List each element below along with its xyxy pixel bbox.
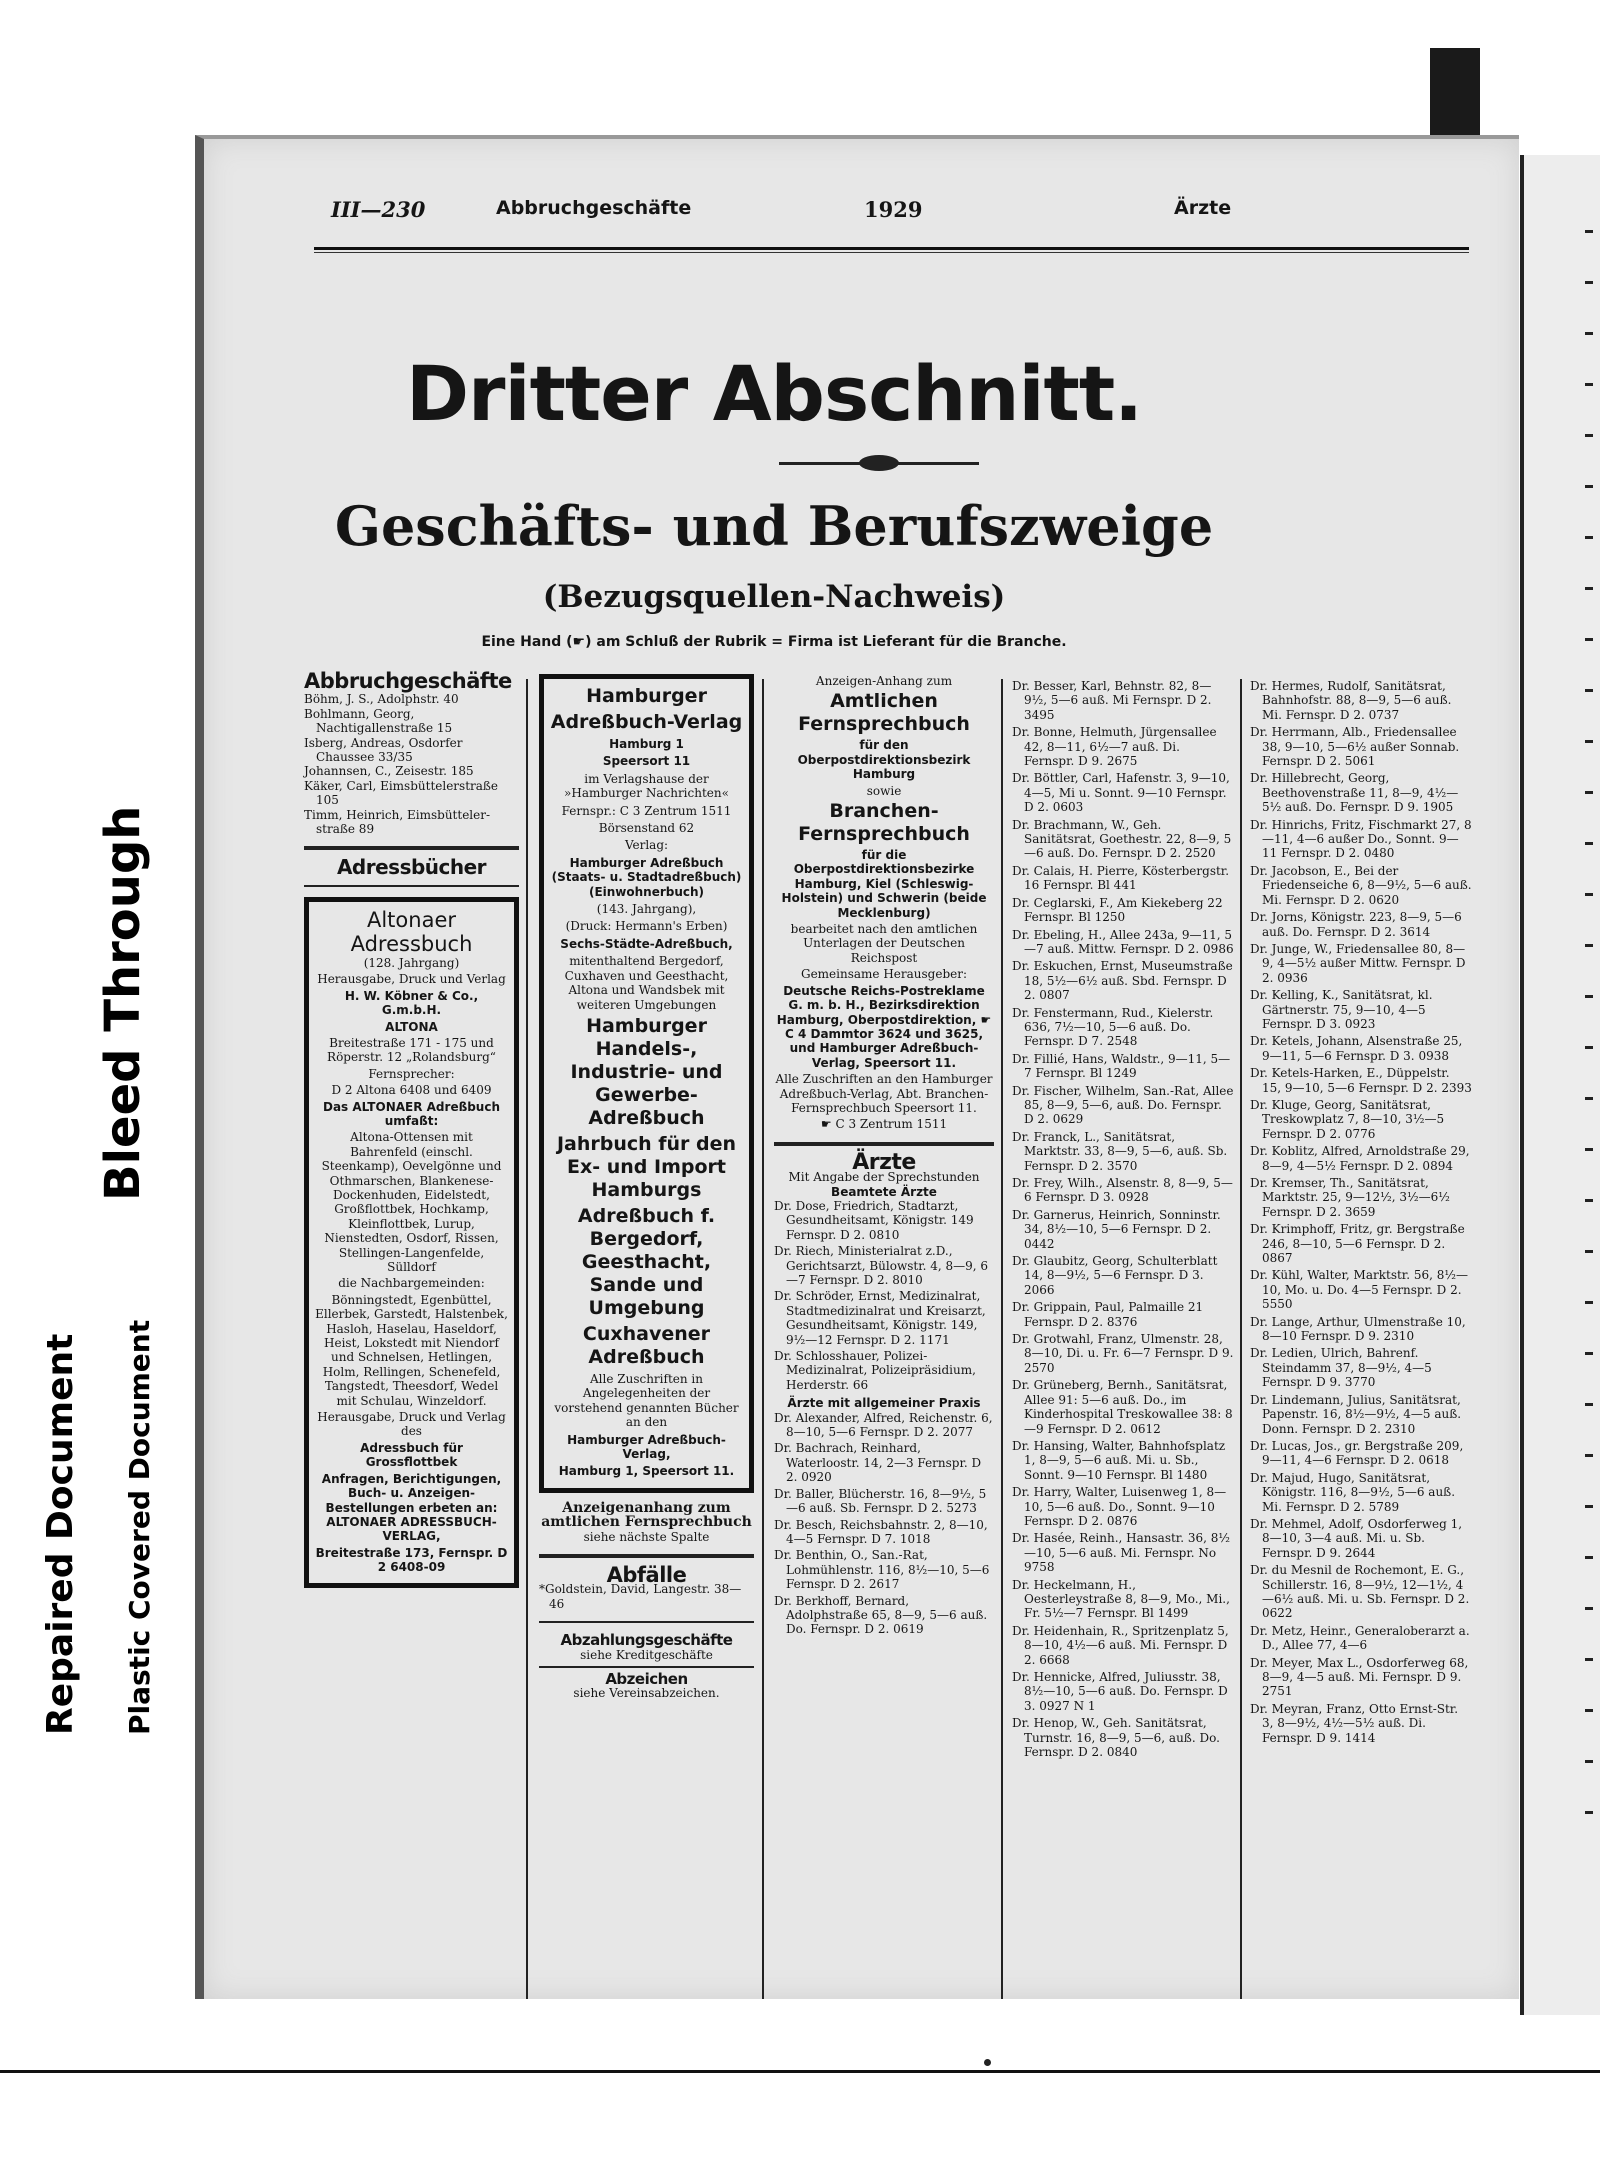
arzt-entry: Dr. Schröder, Ernst, Medizinalrat, Stadtmedizinalrat und Kreisarzt, Gesundheitsamt, Königstr. 149, 9½—12 Fernspr. D 2. 1171 <box>774 1289 986 1347</box>
header-left-title: Abbruchgeschäfte <box>496 197 692 219</box>
hamburger-ad-line: Hamburger Adreßbuch (Staats- u. Stadtadreßbuch) (Einwohnerbuch) <box>551 855 742 899</box>
column-rule <box>526 679 528 1999</box>
altonaer-ad-title: Altonaer Adressbuch <box>350 907 473 956</box>
column-rule <box>1001 679 1003 1999</box>
arzt-entry: Dr. Eskuchen, Ernst, Museumstraße 18, 5½—6½ auß. Sbd. Fernspr. D 2. 0807 <box>1012 959 1233 1003</box>
abbruch-entry: Timm, Heinrich, Eimsbüttelerstraße 89 <box>304 807 491 837</box>
column-rule <box>1240 679 1242 1999</box>
divider <box>539 1621 754 1623</box>
arzt-entry: Dr. Kremser, Th., Sanitätsrat, Marktstr. 25, 9—12½, 3½—6½ Fernspr. D 2. 3659 <box>1250 1176 1450 1219</box>
hamburger-ad-line: Hamburger Adreßbuch-Verlag, <box>567 1432 726 1461</box>
hamburger-ad-line: Verlag: <box>624 838 669 853</box>
fernsprechbuch-line: Anzeigen-Anhang zum <box>815 674 953 688</box>
altonaer-ad-line: Fernsprecher: <box>368 1066 455 1081</box>
altonaer-ad-line: Breitestraße 171 - 175 und Röperstr. 12 „Rolandsburg“ <box>327 1035 496 1065</box>
hamburger-ad-line: Speersort 11 <box>602 754 691 769</box>
abzahlung-heading: Abzahlungsgeschäfte <box>560 1631 733 1650</box>
hamburger-ad-line: Hamburger Handels-, Industrie- und Gewerbe-Adreßbuch <box>570 1014 723 1129</box>
abbruch-list <box>304 692 519 836</box>
arzt-entry: Dr. Jacobson, E., Bei der Friedenseiche 6, 8—9½, 5—6 auß. Mi. Fernspr. D 2. 0620 <box>1250 863 1472 907</box>
beamtete-list <box>774 1199 994 1392</box>
fernsprechbuch-line: ☛ C 3 Zentrum 1511 <box>820 1117 948 1132</box>
arzt-entry: Dr. Baller, Blücherstr. 16, 8—9½, 5—6 auß. Sb. Fernspr. D 2. 5273 <box>774 1486 987 1516</box>
label-repaired-document: Repaired Document <box>40 1333 81 1735</box>
fernsprechbuch-line: für die Oberpostdirektionsbezirke Hamburg, Kiel (Schleswig-Holstein) und Schwerin (beide Mecklenburg) <box>781 848 987 920</box>
altonaer-ad-line: Altona-Ottensen mit Bahrenfeld (einschl. Steenkamp), Oevelgönne und Othmarschen, Blankenese-Dockenhuden, Eidelstedt, Großflottbek, Hochkamp, Kleinflottbek, Lurup, Nienstedten, Osdorf, Rissen, Stellingen-Langenfelde, Sülldorf <box>321 1130 502 1274</box>
arzt-entry: Dr. Schlosshauer, Polizei-Medizinalrat, Polizeipräsidium, Herderstr. 66 <box>774 1349 976 1392</box>
arzt-entry: Dr. Kelling, K., Sanitätsrat, kl. Gärtnerstr. 75, 9—10, 4—5 Fernspr. D 3. 0923 <box>1250 988 1433 1031</box>
arzt-entry: Dr. Hennicke, Alfred, Juliusstr. 38, 8½—10, 5—6 auß. Do. Fernspr. D 3. 0927 N 1 <box>1012 1670 1228 1713</box>
hamburger-ad-line: Jahrbuch für den Ex- und Import Hamburgs <box>556 1132 737 1201</box>
abbruch-entry: Bohlmann, Georg, Nachtigallenstraße 15 <box>304 706 453 736</box>
arzt-entry: Dr. Lindemann, Julius, Sanitätsrat, Papenstr. 16, 8½—9½, 4—5 auß. Donn. Fernspr. D 2. 2310 <box>1250 1392 1462 1436</box>
arzt-entry: Dr. Fischer, Wilhelm, San.-Rat, Allee 85, 8—9, 5—6, auß. Do. Fernspr. D 2. 0629 <box>1012 1083 1234 1127</box>
altonaer-ad-line: ALTONA <box>385 1019 438 1034</box>
hamburger-ad-line: im Verlagshause der »Hamburger Nachrichten« <box>564 771 729 801</box>
hamburger-ad-line: Hamburg 1, Speersort 11. <box>558 1464 735 1479</box>
arzt-entry: Dr. Fenstermann, Rud., Kielerstr. 636, 7½—10, 5—6 auß. Do. Fernspr. D 7. 2548 <box>1012 1005 1214 1049</box>
hamburger-ad-line: Hamburg 1 <box>609 737 684 751</box>
arzt-entry: Dr. Grotwahl, Franz, Ulmenstr. 28, 8—10, Di. u. Fr. 6—7 Fernspr. D 9. 2570 <box>1012 1332 1234 1375</box>
scan-dark-strip <box>1430 48 1480 148</box>
divider <box>539 1554 754 1558</box>
arzt-entry: Dr. Lange, Arthur, Ulmenstraße 10, 8—10 Fernspr. D 9. 2310 <box>1250 1314 1466 1344</box>
arzt-entry: Dr. Grüneberg, Bernh., Sanitätsrat, Allee 91: 5—6 auß. Do., im Kinderhospital Treskowallee 38: 8—9 Fernspr. D 2. 0612 <box>1012 1378 1233 1436</box>
altonaer-ad-line: Herausgabe, Druck und Verlag <box>317 972 506 987</box>
ink-dot <box>984 2059 991 2066</box>
arzt-entry: Dr. Koblitz, Alfred, Arnoldstraße 29, 8—9, 4—5½ Fernspr. D 2. 0894 <box>1250 1144 1470 1173</box>
arzt-entry: Dr. Dose, Friedrich, Stadtarzt, Gesundheitsamt, Königstr. 149 Fernspr. D 2. 0810 <box>774 1198 974 1242</box>
arzt-entry: Dr. Ketels-Harken, E., Düppelstr. 15, 9—10, 5—6 Fernspr. D 2. 2393 <box>1250 1066 1472 1095</box>
arzt-entry: Dr. Brachmann, W., Geh. Sanitätsrat, Goethestr. 22, 8—9, 5—6 auß. Do. Fernspr. D 2. 2520 <box>1012 817 1232 861</box>
anzeigenanhang-heading: Anzeigenanhang zum amtlichen Fernsprechbuch <box>541 1499 752 1531</box>
fernsprechbuch-line: Branchen-Fernsprechbuch <box>798 800 970 846</box>
altonaer-ad-line: D 2 Altona 6408 und 6409 <box>331 1083 492 1098</box>
header-page-number: III—230 <box>331 197 426 222</box>
abzeichen-note: siehe Vereinsabzeichen. <box>573 1686 720 1701</box>
arzt-entry: Dr. Böttler, Carl, Hafenstr. 3, 9—10, 4—5, Mi u. Sonnt. 9—10 Fernspr. D 2. 0603 <box>1012 771 1230 815</box>
allgemein-heading: Ärzte mit allgemeiner Praxis <box>787 1396 981 1411</box>
arzt-entry: Dr. Jorns, Königstr. 223, 8—9, 5—6 auß. Do. Fernspr. D 2. 3614 <box>1250 910 1462 939</box>
column-3 <box>774 674 994 1639</box>
divider <box>539 1666 754 1668</box>
aerzte-list-col4 <box>1012 679 1234 1759</box>
arzt-entry: Dr. Benthin, O., San.-Rat, Lohmühlenstr. 116, 8½—10, 5—6 Fernspr. D 2. 2617 <box>774 1548 990 1592</box>
abfaelle-heading: Abfälle <box>606 1562 687 1587</box>
abzeichen-heading: Abzeichen <box>605 1670 688 1688</box>
arzt-entry: Dr. Herrmann, Alb., Friedensallee 38, 9—10, 5—6½ außer Sonnab. Fernspr. D 2. 5061 <box>1250 725 1460 769</box>
arzt-entry: Dr. Alexander, Alfred, Reichenstr. 6, 8—10, 5—6 Fernspr. D 2. 2077 <box>774 1410 993 1440</box>
arzt-entry: Dr. Fillié, Hans, Waldstr., 9—11, 5—7 Fernspr. Bl 1249 <box>1012 1051 1231 1081</box>
arzt-entry: Dr. Mehmel, Adolf, Osdorferweg 1, 8—10, 3—4 auß. Mi. u. Sb. Fernspr. D 9. 2644 <box>1250 1516 1463 1560</box>
altonaer-ad-line: Herausgabe, Druck und Verlag des <box>317 1410 506 1439</box>
aerzte-heading: Ärzte <box>852 1149 916 1175</box>
divider <box>774 1142 994 1146</box>
arzt-entry: Dr. Grippain, Paul, Palmaille 21 Fernspr. D 2. 8376 <box>1012 1300 1204 1329</box>
abbruch-entry: Johannsen, C., Zeisestr. 185 <box>304 764 474 779</box>
hamburger-ad-body <box>550 685 743 1479</box>
altonaer-ad-line: Bönningstedt, Egenbüttel, Ellerbek, Garstedt, Halstenbek, Hasloh, Haselau, Haseldorf, Heist, Lokstedt mit Niendorf und Schnelsen, Hetlingen, Holm, Rellingen, Schenefeld, Tangstedt, Theesdorf, Wedel mit Schulau, Winzeldorf. <box>315 1292 508 1408</box>
abbruch-entry: Käker, Carl, Eimsbüttelerstraße 105 <box>304 778 499 808</box>
hand-note: Eine Hand (☛) am Schluß der Rubrik = Firma ist Lieferant für die Branche. <box>481 634 1067 650</box>
arzt-entry: Dr. Frey, Wilh., Alsenstr. 8, 8—9, 5—6 Fernspr. D 3. 0928 <box>1012 1176 1233 1205</box>
altonaer-ad-body <box>315 956 508 1575</box>
altonaer-ad-line: Das ALTONAER Adreßbuch umfaßt: <box>322 1099 500 1128</box>
header-right-title: Ärzte <box>1174 197 1232 219</box>
arzt-entry: Dr. Garnerus, Heinrich, Sonninstr. 34, 8½—10, 5—6 Fernspr. D 2. 0442 <box>1012 1207 1221 1251</box>
hamburger-ad-line: (143. Jahrgang), <box>596 902 697 917</box>
fernsprechbuch-line: sowie <box>866 783 902 798</box>
divider <box>304 885 519 887</box>
hamburger-ad-line: Alle Zuschriften in Angelegenheiten der vorstehend genannten Bücher an den <box>554 1371 739 1430</box>
anzeigenanhang-note: siehe nächste Spalte <box>583 1529 710 1544</box>
allgemein-list <box>774 1411 994 1637</box>
main-title: Geschäfts- und Berufszweige <box>334 494 1214 558</box>
fernsprechbuch-line: für den Oberpostdirektionsbezirk Hamburg <box>797 738 971 782</box>
column-2 <box>539 674 754 1701</box>
hamburger-adressbuch-ad <box>539 674 754 1493</box>
abfaelle-entry: *Goldstein, David, Langestr. 38—46 <box>539 1582 742 1611</box>
arzt-entry: Dr. Majud, Hugo, Sanitätsrat, Königstr. 116, 8—9½, 5—6 auß. Mi. Fernspr. D 2. 5789 <box>1250 1470 1456 1514</box>
adjacent-page-marks <box>1585 230 1600 1862</box>
column-rule <box>762 679 764 1999</box>
fernsprechbuch-line: Amtlichen Fernsprechbuch <box>798 690 970 736</box>
hamburger-ad-line: Cuxhavener Adreßbuch <box>582 1322 711 1368</box>
fernsprechbuch-line: bearbeitet nach den amtlichen Unterlagen der Deutschen Reichspost <box>790 922 978 965</box>
title-ornament-center <box>859 455 899 471</box>
arzt-entry: Dr. Krimphoff, Fritz, gr. Bergstraße 246, 8—10, 5—6 Fernspr. D 2. 0867 <box>1250 1222 1465 1266</box>
arzt-entry: Dr. Bonne, Helmuth, Jürgensallee 42, 8—11, 6½—7 auß. Di. Fernspr. D 9. 2675 <box>1012 725 1217 769</box>
arzt-entry: Dr. Besch, Reichsbahnstr. 2, 8—10, 4—5 Fernspr. D 7. 1018 <box>774 1517 988 1546</box>
hamburger-ad-line: mitenthaltend Bergedorf, Cuxhaven und Geesthacht, Altona und Wandsbek mit weiteren Umgebungen <box>564 954 729 1012</box>
arzt-entry: Dr. du Mesnil de Rochemont, E. G., Schillerstr. 16, 8—9½, 12—1½, 4—6½ auß. Mi. u. Sb. Fernspr. D 2. 0622 <box>1250 1563 1470 1621</box>
fernsprechbuch-ad <box>774 674 994 1132</box>
column-5 <box>1250 679 1472 1748</box>
hamburger-ad-line: Adreßbuch f. Bergedorf, Geesthacht, Sande und Umgebung <box>577 1204 716 1319</box>
aerzte-subheading: Mit Angabe der Sprechstunden <box>788 1170 980 1185</box>
arzt-entry: Dr. Ketels, Johann, Alsenstraße 25, 9—11, 5—6 Fernspr. D 3. 0938 <box>1250 1034 1463 1063</box>
altonaer-ad-line: die Nachbargemeinden: <box>338 1276 485 1291</box>
hamburger-ad-line: Sechs-Städte-Adreßbuch, <box>560 936 733 951</box>
arzt-entry: Dr. Glaubitz, Georg, Schulterblatt 14, 8—9½, 5—6 Fernspr. D 3. 2066 <box>1012 1254 1218 1297</box>
arzt-entry: Dr. Hermes, Rudolf, Sanitätsrat, Bahnhofstr. 88, 8—9, 5—6 auß. Mi. Fernspr. D 2. 0737 <box>1250 679 1452 722</box>
abbruch-heading: Abbruchgeschäfte <box>304 669 512 693</box>
fernsprechbuch-line: Deutsche Reichs-Postreklame G. m. b. H., Bezirksdirektion Hamburg, Oberpostdirektion, ☛ C 4 Dammtor 3624 und 3625, und Hamburger Adreßbuch-Verlag, Speersort 11. <box>776 983 992 1070</box>
arzt-entry: Dr. Hillebrecht, Georg, Beethovenstraße 11, 8—9, 4½—5½ auß. Do. Fernspr. D 9. 1905 <box>1250 771 1459 815</box>
arzt-entry: Dr. Meyran, Franz, Otto Ernst-Str. 3, 8—9½, 4½—5½ auß. Di. Fernspr. D 9. 1414 <box>1250 1701 1459 1745</box>
arzt-entry: Dr. Berkhoff, Bernard, Adolphstraße 65, 8—9, 5—6 auß. Do. Fernspr. D 2. 0619 <box>774 1593 988 1637</box>
header-rule <box>314 247 1469 250</box>
sub-title: (Bezugsquellen-Nachweis) <box>542 579 1006 615</box>
altonaer-ad-line: Breitestraße 173, Fernspr. D 2 6408-09 <box>315 1545 508 1575</box>
hamburger-ad-line: (Druck: Hermann's Erben) <box>565 919 728 934</box>
abzahlung-note: siehe Kreditgeschäfte <box>580 1647 713 1662</box>
hamburger-ad-line: Fernspr.: C 3 Zentrum 1511 <box>561 803 732 818</box>
divider <box>304 846 519 850</box>
arzt-entry: Dr. Henop, W., Geh. Sanitätsrat, Turnstr. 16, 8—9, 5—6, auß. Do. Fernspr. D 2. 0840 <box>1012 1716 1220 1760</box>
altonaer-ad-line: (128. Jahrgang) <box>363 955 460 970</box>
arzt-entry: Dr. Kühl, Walter, Marktstr. 56, 8½—10, Mo. u. Do. 4—5 Fernspr. D 2. 5550 <box>1250 1268 1469 1312</box>
arzt-entry: Dr. Heidenhain, R., Spritzenplatz 5, 8—10, 4½—6 auß. Mi. Fernspr. D 2. 6668 <box>1012 1623 1229 1667</box>
arzt-entry: Dr. Meyer, Max L., Osdorferweg 68, 8—9, 4—5 auß. Mi. Fernspr. D 9. 2751 <box>1250 1655 1469 1699</box>
arzt-entry: Dr. Hasée, Reinh., Hansastr. 36, 8½—10, 5—6 auß. Mi. Fernspr. No 9758 <box>1012 1531 1231 1575</box>
arzt-entry: Dr. Ledien, Ulrich, Bahrenf. Steindamm 37, 8—9½, 4—5 Fernspr. D 9. 3770 <box>1250 1346 1432 1390</box>
scanned-page <box>195 135 1519 1999</box>
altonaer-ad-line: Adressbuch für Grossflottbek <box>360 1440 463 1470</box>
beamtete-heading: Beamtete Ärzte <box>831 1184 937 1199</box>
arzt-entry: Dr. Calais, H. Pierre, Kösterbergstr. 16 Fernspr. Bl 441 <box>1012 863 1230 893</box>
arzt-entry: Dr. Junge, W., Friedensallee 80, 8—9, 4—5½ außer Mittw. Fernspr. D 2. 0936 <box>1250 941 1466 985</box>
scan-bottom-margin <box>0 2070 1600 2180</box>
arzt-entry: Dr. Ebeling, H., Allee 243a, 9—11, 5—7 auß. Mittw. Fernspr. D 2. 0986 <box>1012 927 1234 956</box>
arzt-entry: Dr. Ceglarski, F., Am Kiekeberg 22 Fernspr. Bl 1250 <box>1012 895 1223 925</box>
column-1 <box>304 669 519 1588</box>
abbruch-entry: Böhm, J. S., Adolphstr. 40 <box>304 692 459 707</box>
arzt-entry: Dr. Lucas, Jos., gr. Bergstraße 209, 9—11, 4—6 Fernspr. D 2. 0618 <box>1250 1438 1464 1468</box>
label-plastic-covered: Plastic Covered Document <box>123 1319 156 1735</box>
fernsprechbuch-line: Alle Zuschriften an den Hamburger Adreßbuch-Verlag, Abt. Branchen-Fernsprechbuch Speersort 11. <box>775 1072 993 1115</box>
adressbuecher-heading: Adressbücher <box>336 855 487 880</box>
arzt-entry: Dr. Heckelmann, H., Oesterleystraße 8, 8—9, Mo., Mi., Fr. 5½—7 Fernspr. Bl 1499 <box>1012 1577 1230 1621</box>
hamburger-ad-line: Börsenstand 62 <box>598 821 695 836</box>
section-title: Dritter Abschnitt. <box>405 349 1143 438</box>
hamburger-ad-line: Adreßbuch-Verlag <box>550 711 743 733</box>
arzt-entry: Dr. Besser, Karl, Behnstr. 82, 8—9½, 5—6 auß. Mi Fernspr. D 2. 3495 <box>1012 679 1212 722</box>
altonaer-adressbuch-ad <box>304 897 519 1588</box>
arzt-entry: Dr. Hansing, Walter, Bahnhofsplatz 1, 8—9, 5—6 auß. Mi. u. Sb., Sonnt. 9—10 Fernspr. Bl 1480 <box>1012 1438 1226 1482</box>
arzt-entry: Dr. Franck, L., Sanitätsrat, Marktstr. 33, 8—9, 5—6, auß. Sb. Fernspr. D 2. 3570 <box>1012 1129 1228 1173</box>
header-year: 1929 <box>864 197 923 222</box>
altonaer-ad-line: Anfragen, Berichtigungen, Buch- u. Anzeigen-Bestellungen erbeten an: ALTONAER ADRESSBUCH-VERLAG, <box>321 1471 502 1544</box>
arzt-entry: Dr. Hinrichs, Fritz, Fischmarkt 27, 8—11, 4—6 außer Do., Sonnt. 9—11 Fernspr. D 2. 0480 <box>1250 817 1472 861</box>
arzt-entry: Dr. Harry, Walter, Luisenweg 1, 8—10, 5—6 auß. Do., Sonnt. 9—10 Fernspr. D 2. 0876 <box>1012 1485 1227 1528</box>
header-rule-thin <box>314 252 1469 253</box>
altonaer-ad-line: H. W. Köbner & Co., G.m.b.H. <box>344 988 479 1018</box>
arzt-entry: Dr. Bachrach, Reinhard, Waterloostr. 14, 2—3 Fernspr. D 2. 0920 <box>774 1441 982 1485</box>
arzt-entry: Dr. Kluge, Georg, Sanitätsrat, Treskowplatz 7, 8—10, 3½—5 Fernspr. D 2. 0776 <box>1250 1097 1445 1141</box>
abbruch-entry: Isberg, Andreas, Osdorfer Chaussee 33/35 <box>304 735 463 765</box>
arzt-entry: Dr. Riech, Ministerialrat z.D., Gerichtsarzt, Bülowstr. 4, 8—9, 6—7 Fernspr. D 2. 8010 <box>774 1244 989 1287</box>
fernsprechbuch-line: Gemeinsame Herausgeber: <box>800 967 968 982</box>
hamburger-ad-line: Hamburger <box>586 685 707 707</box>
arzt-entry: Dr. Metz, Heinr., Generaloberarzt a. D., Allee 77, 4—6 <box>1250 1623 1470 1653</box>
label-bleed-through: Bleed Through <box>95 802 151 1205</box>
column-4 <box>1012 679 1234 1762</box>
aerzte-list-col5 <box>1250 679 1472 1745</box>
